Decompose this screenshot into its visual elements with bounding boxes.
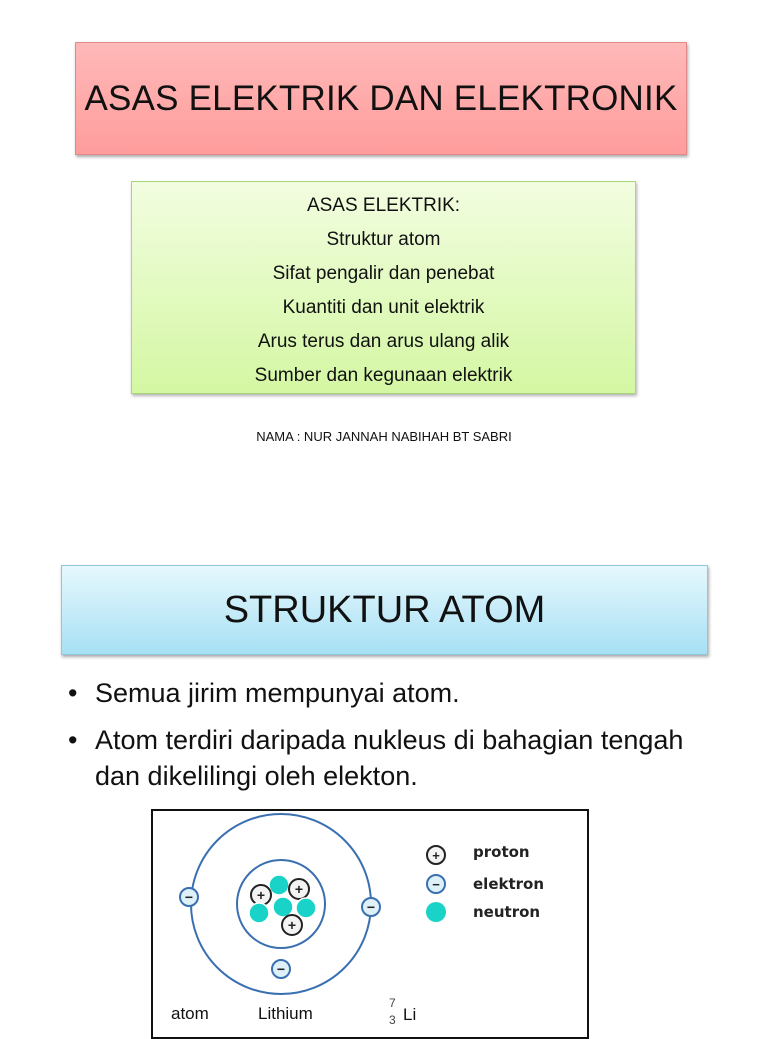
proton-sign: + bbox=[256, 887, 266, 903]
caption-symbol: Li bbox=[403, 1005, 417, 1024]
neutron bbox=[269, 875, 289, 895]
electron-left bbox=[180, 888, 198, 906]
topic-item: Sumber dan kegunaan elektrik bbox=[254, 365, 513, 386]
electron-sign: − bbox=[276, 961, 286, 977]
legend-neutron bbox=[426, 902, 540, 922]
bullet-item bbox=[68, 722, 708, 794]
bullet-dot: • bbox=[68, 678, 78, 708]
topics-heading: ASAS ELEKTRIK: bbox=[306, 195, 461, 216]
caption-atomic-number: 3 bbox=[389, 1013, 396, 1027]
slide1-title-box bbox=[75, 42, 687, 155]
bullet-text: Atom terdiri daripada nukleus di bahagian tengah dan dikelilingi oleh elekton. bbox=[95, 725, 684, 791]
legend-electron bbox=[427, 875, 544, 893]
topic-item: Struktur atom bbox=[326, 229, 441, 250]
electron-right bbox=[362, 898, 380, 916]
slide2-title: STRUKTUR ATOM bbox=[223, 588, 546, 631]
author-name: NAMA : NUR JANNAH NABIHAH BT SABRI bbox=[256, 429, 512, 444]
atom-diagram-svg bbox=[153, 811, 587, 1037]
proton-sign: + bbox=[432, 848, 440, 863]
neutron bbox=[296, 898, 316, 918]
legend-neutron-label: neutron bbox=[473, 903, 541, 921]
caption-element: Lithium bbox=[258, 1004, 313, 1023]
slide-divider bbox=[0, 516, 768, 522]
legend-proton-label: proton bbox=[473, 843, 530, 861]
electron-bottom bbox=[272, 960, 290, 978]
electron-sign: − bbox=[184, 889, 194, 905]
proton-sign: + bbox=[294, 881, 304, 897]
proton bbox=[251, 885, 271, 905]
bullet-dot: • bbox=[68, 725, 78, 755]
bullet-text: Semua jirim mempunyai atom. bbox=[95, 678, 460, 708]
topic-item: Kuantiti dan unit elektrik bbox=[282, 297, 485, 318]
caption-atom: atom bbox=[171, 1004, 209, 1023]
topics-box bbox=[131, 181, 636, 394]
topic-item: Sifat pengalir dan penebat bbox=[272, 263, 495, 284]
neutron bbox=[273, 897, 293, 917]
slide1-title: ASAS ELEKTRIK DAN ELEKTRONIK bbox=[84, 78, 678, 118]
neutron bbox=[249, 903, 269, 923]
legend-proton bbox=[427, 843, 530, 864]
bullet-item bbox=[68, 675, 708, 711]
proton-sign: + bbox=[287, 917, 297, 933]
atom-diagram bbox=[151, 809, 589, 1039]
topic-item: Arus terus dan arus ulang alik bbox=[257, 331, 510, 352]
legend-electron-label: elektron bbox=[473, 875, 545, 893]
electron-sign: − bbox=[366, 899, 376, 915]
electron-sign: − bbox=[432, 877, 440, 892]
proton bbox=[289, 879, 309, 899]
slide2-title-box bbox=[61, 565, 708, 655]
caption-mass-number: 7 bbox=[389, 996, 396, 1010]
bullet-list bbox=[68, 675, 708, 805]
proton bbox=[282, 915, 302, 935]
